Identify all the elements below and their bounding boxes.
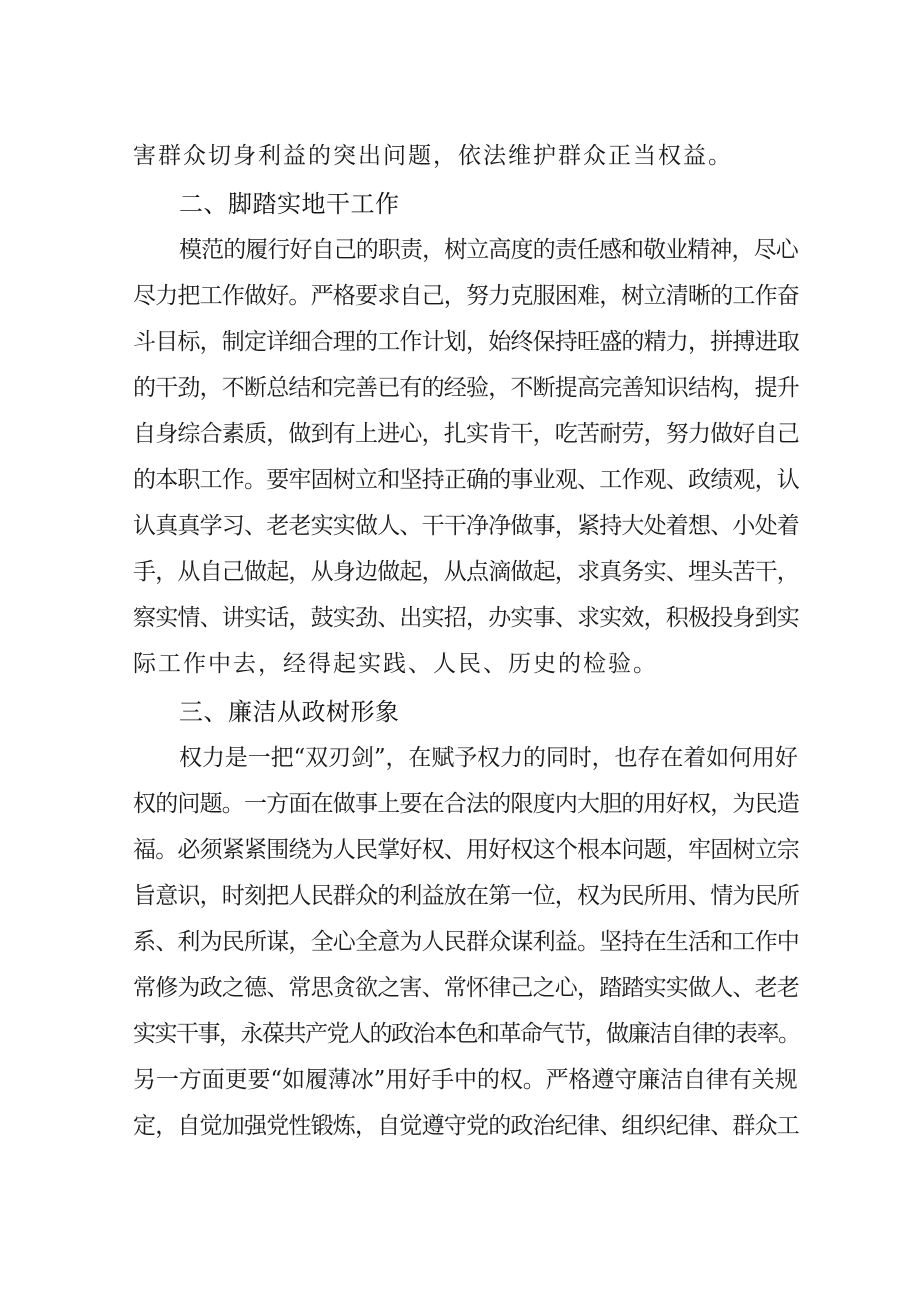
- paragraph-line: 察实情、讲实话，鼓实劲、出实招，办实事、求实效，积极投身到实: [133, 605, 800, 631]
- section-heading-3: 三、廉洁从政树形象: [179, 698, 400, 726]
- paragraph-line: 常修为政之德、常思贪欲之害、常怀律己之心，踏踏实实做人、老老: [133, 975, 800, 1001]
- paragraph-line: 福。必须紧紧围绕为人民掌好权、用好权这个根本问题，牢固树立宗: [133, 837, 800, 863]
- paragraph-line: 认真真学习、老老实实做人、干干净净做事，紧持大处着想、小处着: [133, 513, 800, 539]
- paragraph-line: 的干劲，不断总结和完善已有的经验，不断提高完善知识结构，提升: [133, 375, 800, 401]
- paragraph-line: 害群众切身利益的突出问题，依法维护群众正当权益。: [133, 143, 733, 169]
- paragraph-line: 际工作中去，经得起实践、人民、历史的检验。: [133, 651, 658, 677]
- paragraph-line: 实实干事，永葆共产党人的政治本色和革命气节，做廉洁自律的表率。: [133, 1021, 800, 1047]
- paragraph-line: 定，自觉加强党性锻炼，自觉遵守党的政治纪律、组织纪律、群众工: [133, 1113, 800, 1139]
- paragraph-line: 旨意识，时刻把人民群众的利益放在第一位，权为民所用、情为民所: [133, 883, 800, 909]
- paragraph-line: 另一方面更要“如履薄冰”用好手中的权。严格遵守廉洁自律有关规: [133, 1067, 798, 1093]
- paragraph-line: 模范的履行好自己的职责，树立高度的责任感和敬业精神，尽心: [179, 237, 798, 263]
- paragraph-line: 尽力把工作做好。严格要求自己，努力克服困难，树立清晰的工作奋: [133, 283, 800, 309]
- paragraph-line: 权的问题。一方面在做事上要在合法的限度内大胆的用好权，为民造: [133, 791, 800, 817]
- section-heading-2: 二、脚踏实地干工作: [179, 190, 400, 218]
- paragraph-line: 的本职工作。要牢固树立和坚持正确的事业观、工作观、政绩观，认: [133, 467, 800, 493]
- paragraph-line: 权力是一把“双刃剑”，在赋予权力的同时，也存在着如何用好: [179, 745, 798, 771]
- paragraph-line: 斗目标，制定详细合理的工作计划，始终保持旺盛的精力，拼搏进取: [133, 329, 800, 355]
- paragraph-line: 系、利为民所谋，全心全意为人民群众谋利益。坚持在生活和工作中: [133, 929, 800, 955]
- paragraph-line: 自身综合素质，做到有上进心，扎实肯干，吃苦耐劳，努力做好自己: [133, 421, 800, 447]
- paragraph-line: 手，从自己做起，从身边做起，从点滴做起，求真务实、埋头苦干，: [133, 559, 800, 585]
